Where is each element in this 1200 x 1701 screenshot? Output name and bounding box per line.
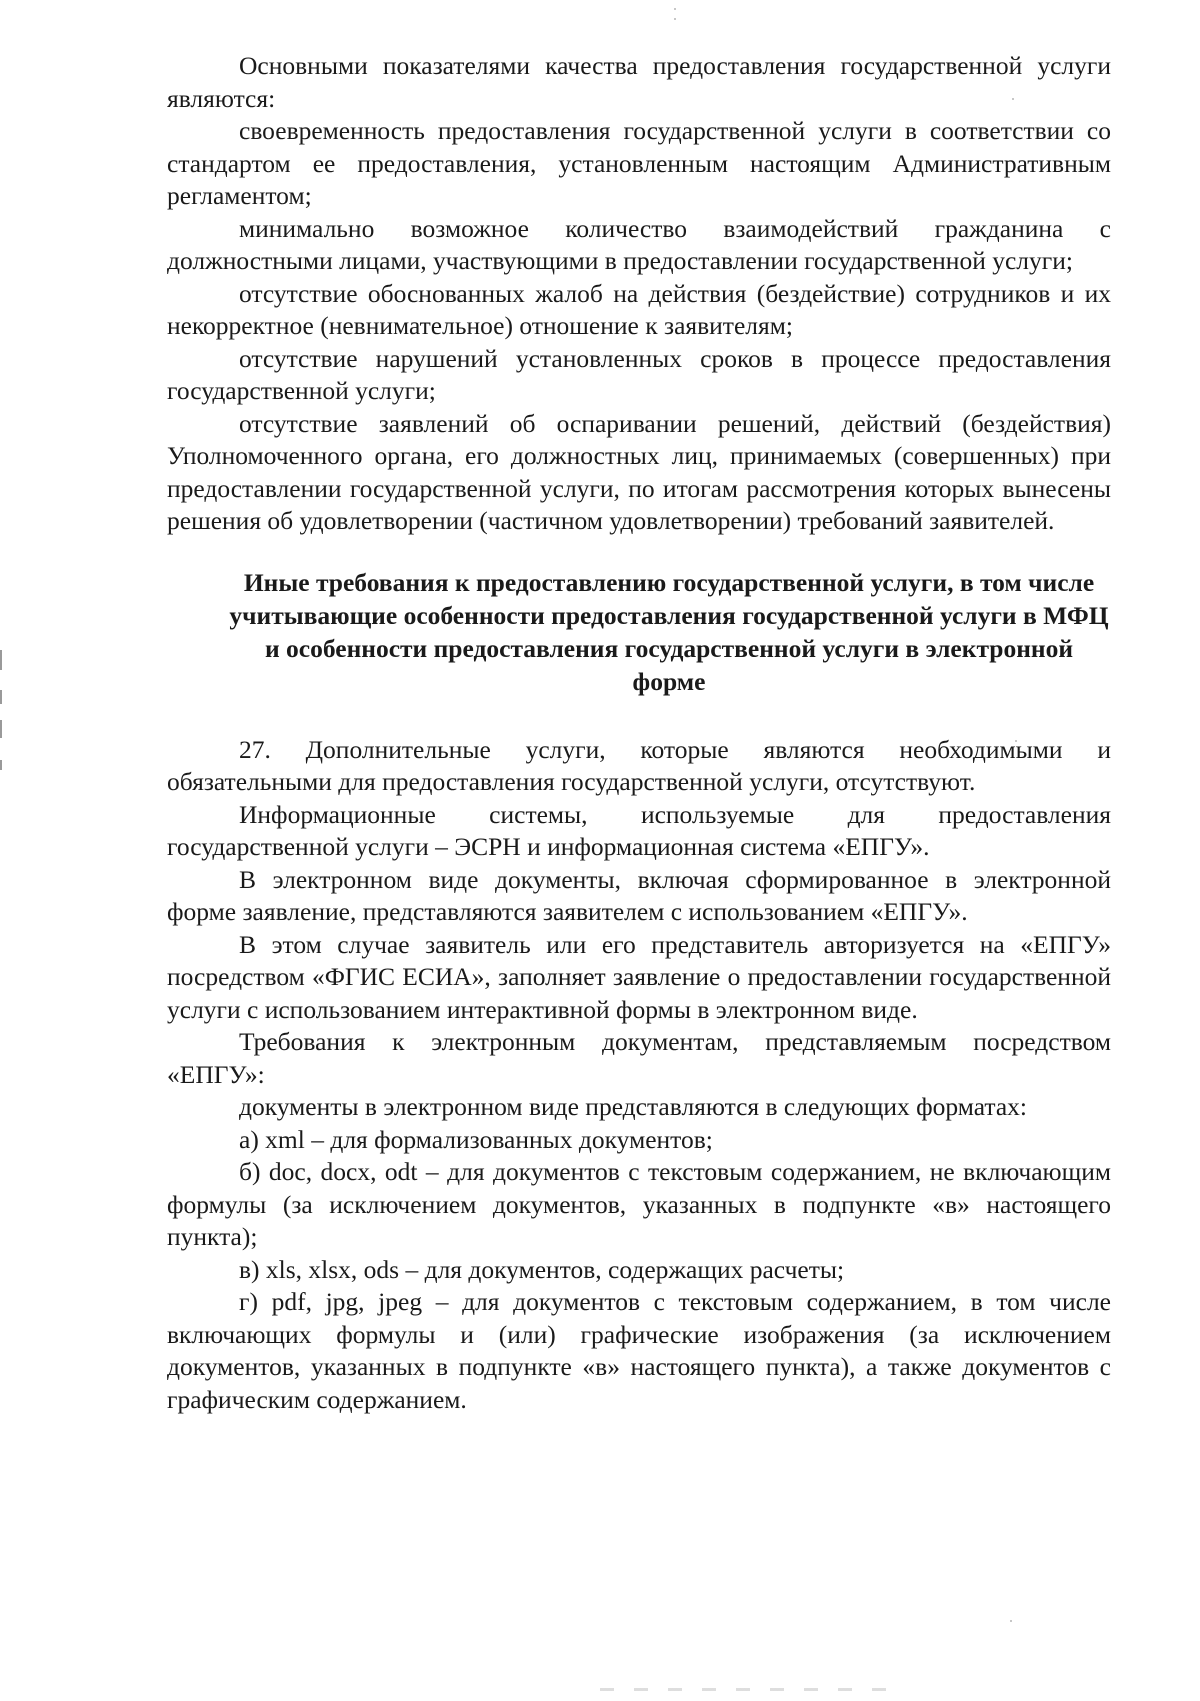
scan-speck <box>674 18 676 20</box>
scan-edge-mark <box>0 760 2 770</box>
section-heading: Иные требования к предоставлению государственной услуги, в том числе учитывающие особенности предоставления государственной услуги в МФЦ и особенности предоставления государственной услуги в электронной форме <box>229 567 1109 696</box>
scan-speck <box>674 8 676 10</box>
body-paragraph: В электронном виде документы, включая сформированное в электронной форме заявление, представляются заявителем с использованием «ЕПГУ». <box>167 864 1111 926</box>
body-paragraph: своевременность предоставления государственной услуги в соответствии со стандартом ее предоставления, установленным настоящим Административным регламентом; <box>167 116 1111 210</box>
scan-edge-mark <box>0 720 2 738</box>
list-item: б) doc, docx, odt – для документов с текстовым содержанием, не включающим формулы (за исключением документов, указанных в подпункте «в» настоящего пункта); <box>167 1157 1111 1251</box>
list-item: г) pdf, jpg, jpeg – для документов с текстовым содержанием, в том числе включающих формулы и (или) графические изображения (за исключением документов, указанных в подпункте «в» настоящего пункта), а также документов с графическим содержанием. <box>167 1287 1111 1414</box>
body-paragraph: отсутствие заявлений об оспаривании решений, действий (бездействия) Уполномоченного органа, его должностных лиц, принимаемых (совершенных) при предоставлении государственной услуги, по итогам рассмотрения которых вынесены решения об удовлетворении (частичном удовлетворении) требований заявителей. <box>167 408 1111 535</box>
list-item: а) xml – для формализованных документов; <box>239 1124 713 1154</box>
body-paragraph: Требования к электронным документам, представляемым посредством «ЕПГУ»: <box>167 1027 1111 1089</box>
list-intro: документы в электронном виде представляются в следующих форматах: <box>239 1092 1027 1121</box>
list-item: в) xls, xlsx, ods – для документов, содержащих расчеты; <box>239 1254 845 1284</box>
scan-edge-mark <box>0 690 2 704</box>
scan-speck <box>1010 1620 1012 1622</box>
body-paragraph: 27. Дополнительные услуги, которые являются необходимыми и обязательными для предоставления государственной услуги, отсутствуют. <box>167 734 1111 796</box>
scan-bottom-noise <box>600 1688 900 1691</box>
body-paragraph: В этом случае заявитель или его представитель авторизуется на «ЕПГУ» посредством «ФГИС ЕСИА», заполняет заявление о предоставлении государственной услуги с использованием интерактивной формы в электронном виде. <box>167 929 1111 1024</box>
body-paragraph: минимально возможное количество взаимодействий гражданина с должностными лицами, участвующими в предоставлении государственной услуги; <box>167 213 1111 275</box>
body-paragraph: Информационные системы, используемые для предоставления государственной услуги – ЭСРН и информационная система «ЕПГУ». <box>167 799 1111 861</box>
scan-edge-mark <box>0 650 2 670</box>
body-paragraph: отсутствие обоснованных жалоб на действия (бездействие) сотрудников и их некорректное (невнимательное) отношение к заявителям; <box>167 278 1111 340</box>
document-body <box>167 50 1111 1416</box>
body-paragraph: Основными показателями качества предоставления государственной услуги являются: <box>167 51 1111 113</box>
body-paragraph: отсутствие нарушений установленных сроков в процессе предоставления государственной услуги; <box>167 343 1111 405</box>
